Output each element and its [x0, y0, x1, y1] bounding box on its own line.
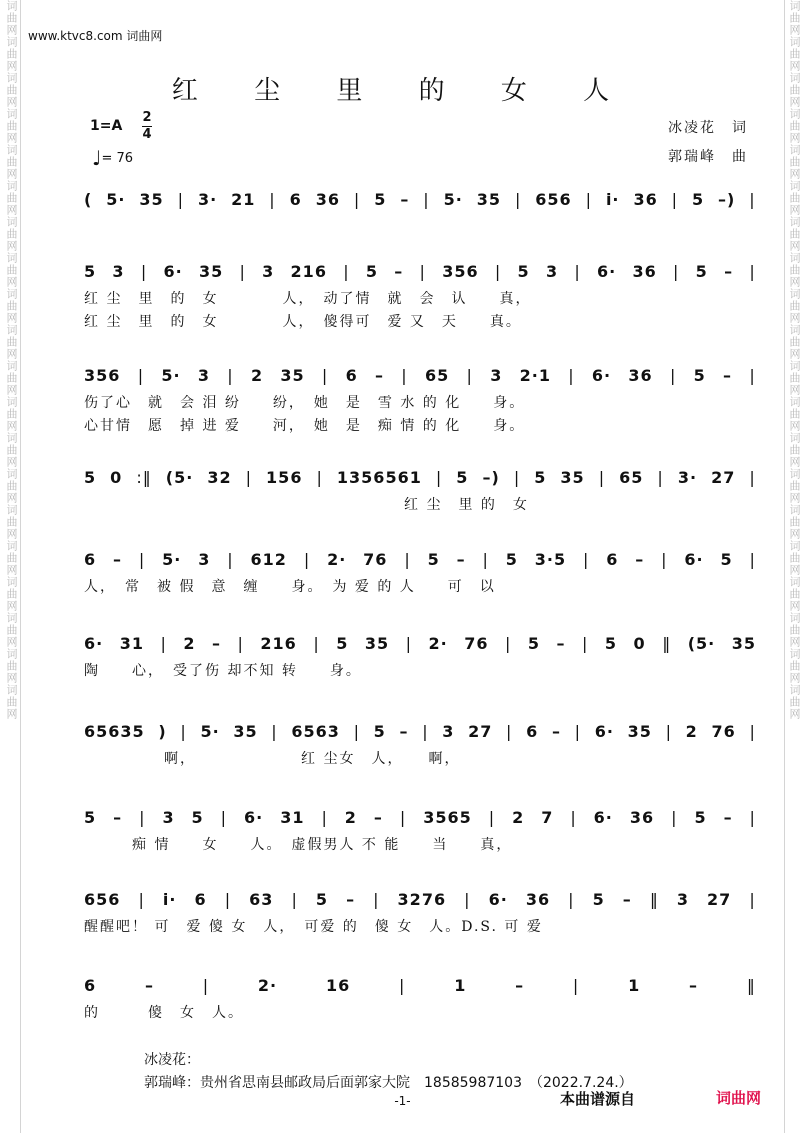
barline: | — [202, 976, 210, 995]
barline: | — [401, 366, 408, 385]
barline: | — [373, 890, 380, 909]
note-group: 65 — [424, 366, 450, 385]
note-group: –) — [482, 468, 500, 487]
barline: | — [316, 468, 323, 487]
note-group: 27 — [468, 722, 493, 741]
note-group: 65 — [619, 468, 644, 487]
barline: | — [514, 190, 522, 209]
note-group: 5 — [534, 468, 547, 487]
note-group: 6· — [163, 262, 183, 281]
note-group: 76 — [711, 722, 736, 741]
time-signature-top: 2 — [142, 110, 152, 125]
note-group: 6· — [594, 722, 614, 741]
barline: | — [749, 722, 756, 741]
lyricist-credit: 冰凌花 词 — [668, 120, 748, 136]
note-group: 5 — [427, 550, 440, 569]
barline: | — [269, 190, 276, 209]
barline: | — [291, 890, 298, 909]
barline: | — [574, 262, 581, 281]
barline: | — [321, 808, 328, 827]
note-group: 2· — [257, 976, 278, 995]
barline: ‖ — [649, 890, 659, 909]
note-group: 5 — [517, 262, 530, 281]
note-group: 5 — [527, 634, 541, 653]
note-group: 6 — [606, 550, 619, 569]
note-group: – — [689, 976, 699, 995]
note-group: i· — [605, 190, 620, 209]
note-group: 76 — [464, 634, 489, 653]
note-group: 5 — [191, 808, 204, 827]
lyric-line: 伤了心 就 会 泪 纷 纷， 她 是 雪 水 的 化 身。 — [84, 395, 526, 411]
note-group: 5· — [106, 190, 126, 209]
barline: | — [399, 808, 407, 827]
note-group: 31 — [119, 634, 144, 653]
time-signature — [142, 111, 152, 142]
note-group: 6563 — [291, 722, 340, 741]
note-group: 35 — [280, 366, 305, 385]
note-group: –) — [718, 190, 736, 209]
note-group: 31 — [280, 808, 305, 827]
note-group: – — [400, 190, 410, 209]
barline: | — [568, 890, 575, 909]
watermark-left: 词曲网词曲网词曲网词曲网词曲网词曲网词曲网词曲网词曲网词曲网词曲网词曲网词曲网词曲网词曲网词曲网词曲网词曲网词曲网词曲网 — [5, 0, 18, 720]
barline: | — [220, 808, 228, 827]
source-note: 本曲谱源自 — [560, 1090, 636, 1108]
barline: | — [353, 722, 360, 741]
note-group: 656 — [535, 190, 572, 209]
score-row — [84, 808, 756, 827]
note-group: 3· — [677, 468, 698, 487]
note-group: 36 — [633, 190, 658, 209]
note-group: 2· — [327, 550, 347, 569]
lyric-line: 醒醒吧！ 可 爱 傻 女 人， 可爱 的 傻 女 人。D.S. 可 爱 — [84, 919, 543, 935]
barline: | — [661, 550, 668, 569]
note-group: 1 — [628, 976, 641, 995]
barline: | — [353, 190, 361, 209]
barline: | — [671, 190, 679, 209]
note-group: 36 — [315, 190, 340, 209]
note-group: 3·5 — [534, 550, 567, 569]
note-group: 5 — [84, 468, 97, 487]
note-group: 6 — [289, 190, 302, 209]
note-group: 32 — [207, 468, 232, 487]
note-group: – — [375, 366, 385, 385]
barline: | — [513, 468, 521, 487]
barline: | — [749, 366, 756, 385]
note-group: 6· — [84, 634, 104, 653]
barline: | — [227, 550, 234, 569]
note-group: 35 — [139, 190, 164, 209]
note-group: 656 — [84, 890, 121, 909]
note-group: 3 — [442, 722, 455, 741]
note-group: 5 — [336, 634, 349, 653]
note-group: 5 — [592, 890, 605, 909]
time-signature-bottom: 4 — [142, 127, 152, 142]
note-group: 1356561 — [336, 468, 422, 487]
note-group: – — [622, 890, 632, 909]
note-group: – — [515, 976, 525, 995]
note-group: – — [456, 550, 466, 569]
note-group: 65635 — [84, 722, 145, 741]
barline: | — [506, 722, 513, 741]
score-row — [84, 722, 756, 741]
note-group: 5 — [84, 262, 97, 281]
barline: | — [598, 468, 606, 487]
note-group: 6 — [194, 890, 207, 909]
note-group: 216 — [290, 262, 327, 281]
note-group: 3 — [262, 262, 275, 281]
barline: | — [177, 190, 184, 209]
note-group: 2· — [428, 634, 448, 653]
note-group: ) — [158, 722, 167, 741]
lyric-line: 红 尘 里 的 女 人， 傻得可 爱 又 天 真。 — [84, 314, 522, 330]
note-group: 27 — [707, 890, 732, 909]
lyric-line: 啊， 红 尘女 人， 啊， — [84, 751, 461, 767]
note-group: 36 — [629, 808, 655, 827]
barline: | — [749, 808, 756, 827]
score-row — [84, 976, 756, 995]
note-group: 156 — [266, 468, 303, 487]
score-row — [84, 468, 756, 487]
note-group: 6 — [526, 722, 539, 741]
note-group: 35 — [364, 634, 390, 653]
site-url[interactable]: www.ktvc8.com 词曲网 — [28, 29, 163, 43]
barline: | — [399, 976, 406, 995]
note-group: 5 — [374, 190, 387, 209]
quarter-note-icon: ♩ — [92, 146, 102, 170]
note-group: 356 — [84, 366, 121, 385]
barline: | — [224, 890, 232, 909]
site-logo[interactable]: 词曲网 — [716, 1089, 762, 1107]
note-group: 6 — [345, 366, 358, 385]
barline: | — [504, 634, 512, 653]
note-group: 3 — [545, 262, 559, 281]
score-row — [84, 366, 756, 385]
score-row — [84, 550, 756, 569]
note-group: 3 — [676, 890, 689, 909]
score-row — [84, 190, 756, 209]
barline: | — [303, 550, 311, 569]
note-group: 5 — [693, 366, 706, 385]
barline: | — [227, 366, 234, 385]
note-group: 6· — [684, 550, 704, 569]
note-group: 5 — [456, 468, 469, 487]
barline: | — [271, 722, 278, 741]
note-group: – — [551, 722, 561, 741]
note-group: 2 — [685, 722, 698, 741]
note-group: 5 — [84, 808, 97, 827]
note-group: – — [635, 550, 645, 569]
footer-contact-composer: 郭瑞峰：贵州省思南县邮政局后面郭家大院 18585987103 （2022.7.24.） — [144, 1075, 633, 1091]
note-group: 2 — [512, 808, 525, 827]
note-group: 2 — [183, 634, 196, 653]
composer-credit: 郭瑞峰 曲 — [668, 149, 748, 165]
barline: | — [665, 722, 672, 741]
note-group: 6· — [488, 890, 508, 909]
barline: | — [138, 550, 146, 569]
note-group: 3 — [198, 550, 211, 569]
note-group: 5· — [443, 190, 463, 209]
left-divider — [20, 0, 21, 1133]
barline: | — [657, 468, 664, 487]
barline: | — [239, 262, 246, 281]
barline: | — [139, 808, 146, 827]
note-group: 3 — [112, 262, 125, 281]
barline: | — [343, 262, 350, 281]
note-group: 3 — [197, 366, 210, 385]
note-group: – — [373, 808, 383, 827]
barline: | — [582, 634, 589, 653]
barline: | — [423, 190, 430, 209]
tempo-value: = 76 — [101, 151, 134, 166]
note-group: – — [346, 890, 356, 909]
note-group: 36 — [525, 890, 551, 909]
barline: | — [749, 550, 756, 569]
note-group: 5 — [315, 890, 329, 909]
barline: | — [488, 808, 496, 827]
note-group: (5· — [687, 634, 716, 653]
note-group: – — [723, 808, 733, 827]
barline: | — [494, 262, 502, 281]
note-group: 5 — [720, 550, 733, 569]
note-group: 35 — [233, 722, 258, 741]
note-group: 216 — [260, 634, 297, 653]
barline: | — [585, 190, 592, 209]
page-title: 红 尘 里 的 女 人 — [171, 76, 634, 106]
note-group: 36 — [632, 262, 657, 281]
barline: | — [568, 366, 575, 385]
lyric-line: 人， 常 被 假 意 缠 身。 为 爱 的 人 可 以 — [84, 579, 496, 595]
barline: | — [435, 468, 443, 487]
footer-contact-lyricist: 冰凌花： — [144, 1052, 200, 1068]
page-number: -1- — [394, 1094, 411, 1108]
note-group: 6· — [591, 366, 612, 385]
note-group: 356 — [442, 262, 479, 281]
barline: :‖ — [136, 468, 152, 487]
note-group: – — [556, 634, 566, 653]
note-group: 5 — [695, 262, 708, 281]
right-divider — [784, 0, 785, 1133]
barline: ‖ — [662, 634, 672, 653]
note-group: 0 — [633, 634, 646, 653]
note-group: 3 — [162, 808, 175, 827]
barline: | — [422, 722, 429, 741]
note-group: 21 — [231, 190, 256, 209]
note-group: 5 — [505, 550, 518, 569]
note-group: – — [394, 262, 404, 281]
note-group: 1 — [454, 976, 467, 995]
barline: | — [140, 262, 148, 281]
lyric-line: 红 尘 里 的 女 — [84, 497, 529, 513]
note-group: 5 — [604, 634, 618, 653]
barline: | — [671, 808, 678, 827]
barline: | — [160, 634, 167, 653]
note-group: 5 — [373, 722, 386, 741]
note-group: 3· — [197, 190, 218, 209]
tempo-marking — [92, 146, 133, 170]
note-group: 3 — [490, 366, 503, 385]
barline: | — [138, 890, 145, 909]
barline: | — [137, 366, 145, 385]
barline: | — [419, 262, 426, 281]
note-group: ( — [84, 190, 93, 209]
barline: | — [245, 468, 253, 487]
barline: ‖ — [746, 976, 756, 995]
barline: | — [321, 366, 329, 385]
lyric-line: 红 尘 里 的 女 人， 动了情 就 会 认 真， — [84, 291, 532, 307]
note-group: 16 — [325, 976, 351, 995]
note-group: 5 — [694, 808, 707, 827]
note-group: 6· — [244, 808, 264, 827]
barline: | — [482, 550, 489, 569]
note-group: 35 — [731, 634, 756, 653]
note-group: 2 — [344, 808, 357, 827]
note-group: 35 — [560, 468, 585, 487]
barline: | — [237, 634, 244, 653]
lyric-line: 的 傻 女 人。 — [84, 1005, 244, 1021]
note-group: 6· — [593, 808, 613, 827]
lyric-line: 痴 情 女 人。 虚假男人 不 能 当 真， — [84, 837, 513, 853]
note-group: – — [212, 634, 222, 653]
note-group: 6· — [597, 262, 617, 281]
note-group: 27 — [711, 468, 736, 487]
barline: | — [582, 550, 590, 569]
lyric-line: 心甘情 愿 掉 进 爱 河， 她 是 痴 情 的 化 身。 — [84, 418, 526, 434]
score-row — [84, 634, 756, 653]
note-group: – — [724, 262, 734, 281]
barline: | — [405, 634, 412, 653]
barline: | — [572, 976, 580, 995]
note-group: – — [113, 808, 123, 827]
barline: | — [466, 366, 473, 385]
barline: | — [673, 262, 680, 281]
note-group: i· — [162, 890, 177, 909]
note-group: 2 — [250, 366, 264, 385]
watermark-right: 词曲网词曲网词曲网词曲网词曲网词曲网词曲网词曲网词曲网词曲网词曲网词曲网词曲网词曲网词曲网词曲网词曲网词曲网词曲网词曲网 — [788, 0, 801, 720]
barline: | — [749, 468, 756, 487]
note-group: 6 — [84, 976, 97, 995]
note-group: 5· — [162, 550, 182, 569]
note-group: 3276 — [397, 890, 447, 909]
score-row — [84, 262, 756, 281]
note-group: 35 — [476, 190, 501, 209]
note-group: 76 — [363, 550, 388, 569]
note-group: 63 — [249, 890, 274, 909]
barline: | — [669, 366, 677, 385]
note-group: (5· — [165, 468, 194, 487]
note-group: 35 — [198, 262, 224, 281]
note-group: 612 — [250, 550, 287, 569]
note-group: 5 — [365, 262, 379, 281]
note-group: 36 — [628, 366, 653, 385]
key-signature: 1=A — [90, 118, 123, 134]
note-group: – — [723, 366, 733, 385]
barline: | — [749, 190, 756, 209]
note-group: – — [113, 550, 123, 569]
barline: | — [313, 634, 320, 653]
barline: | — [180, 722, 187, 741]
note-group: 0 — [110, 468, 123, 487]
note-group: 35 — [627, 722, 652, 741]
note-group: 2·1 — [519, 366, 551, 385]
note-group: – — [144, 976, 154, 995]
note-group: – — [399, 722, 409, 741]
note-group: 5· — [161, 366, 181, 385]
barline: | — [574, 722, 582, 741]
score-row — [84, 890, 756, 909]
note-group: 5 — [691, 190, 705, 209]
barline: | — [464, 890, 471, 909]
lyric-line: 陶 心， 受了伤 却不知 转 身。 — [84, 663, 362, 679]
barline: | — [749, 890, 756, 909]
note-group: 3565 — [423, 808, 472, 827]
note-group: 6 — [84, 550, 97, 569]
note-group: 5· — [200, 722, 220, 741]
barline: | — [570, 808, 577, 827]
note-group: 7 — [541, 808, 554, 827]
barline: | — [749, 262, 756, 281]
barline: | — [404, 550, 411, 569]
